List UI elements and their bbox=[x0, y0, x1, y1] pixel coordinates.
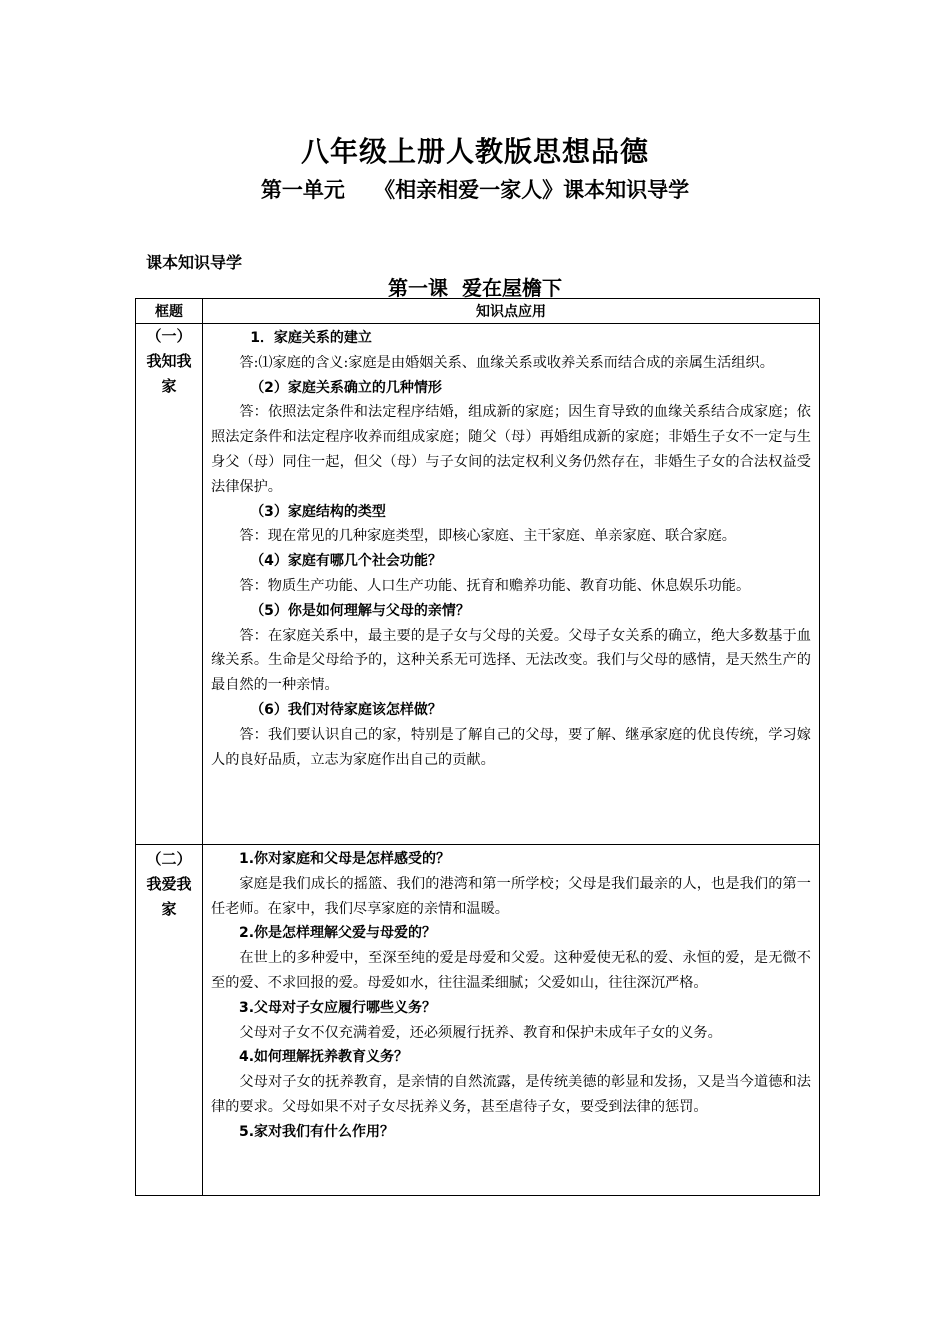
document-title: 八年级上册人教版思想品德 bbox=[300, 135, 649, 168]
section-content bbox=[203, 845, 820, 1196]
question-heading: 5.家对我们有什么作用？ bbox=[239, 1123, 395, 1140]
question-heading: 4.如何理解抚养教育义务？ bbox=[239, 1049, 409, 1066]
table-header-row bbox=[136, 299, 820, 324]
section-number: （一） bbox=[146, 327, 192, 345]
question-heading: 2.你是怎样理解父爱与母爱的？ bbox=[239, 925, 437, 942]
answer-paragraph: 答：在家庭关系中，最主要的是子女与父母的关爱。父母子女关系的确立，绝大多数基于血缘关系。生命是父母给予的，这种关系无可选择、无法改变。我们与父母的感情，是天然生产的最自然的一种亲情。 bbox=[211, 627, 811, 694]
section-name: 我知我家 bbox=[146, 352, 192, 395]
answer-paragraph: 在世上的多种爱中，至深至纯的爱是母爱和父爱。这种爱使无私的爱、永恒的爱，是无微不至的爱、不求回报的爱。母爱如水，往往温柔细腻；父爱如山，往往深沉严格。 bbox=[211, 950, 811, 991]
document-subtitle: 第一单元 《相亲相爱一家人》课本知识导学 bbox=[260, 178, 690, 202]
section-content bbox=[203, 324, 820, 845]
table-row bbox=[136, 845, 820, 1196]
answer-paragraph: 答：我们要认识自己的家，特别是了解自己的父母，要了解、继承家庭的优良传统，学习嫁人的良好品质，立志为家庭作出自己的贡献。 bbox=[211, 726, 811, 768]
column-header-knowledge: 知识点应用 bbox=[203, 299, 820, 324]
column-header-topic: 框题 bbox=[136, 299, 203, 324]
answer-paragraph: 答：现在常见的几种家庭类型，即核心家庭、主干家庭、单亲家庭、联合家庭。 bbox=[239, 528, 736, 545]
question-heading: 3.父母对子女应履行哪些义务？ bbox=[239, 999, 437, 1016]
question-heading: （4）家庭有哪几个社会功能？ bbox=[250, 553, 442, 570]
question-heading: 1．家庭关系的建立 bbox=[250, 330, 372, 346]
answer-paragraph: 答:⑴家庭的含义:家庭是由婚姻关系、血缘关系或收养关系而结合成的亲属生活组织。 bbox=[239, 354, 774, 371]
question-heading: （3）家庭结构的类型 bbox=[250, 503, 386, 520]
knowledge-table bbox=[135, 298, 820, 1196]
answer-paragraph: 父母对子女不仅充满着爱，还必须履行抚养、教育和保护未成年子女的义务。 bbox=[239, 1024, 722, 1041]
question-heading: （5）你是如何理解与父母的亲情？ bbox=[250, 602, 470, 619]
section-label: 课本知识导学 bbox=[146, 253, 243, 272]
question-heading: 1.你对家庭和父母是怎样感受的？ bbox=[239, 851, 451, 867]
section-label-cell bbox=[136, 845, 203, 1196]
question-heading: （2）家庭关系确立的几种情形 bbox=[250, 379, 442, 396]
lesson-title: 第一课 爱在屋檐下 bbox=[388, 276, 562, 300]
question-heading: （6）我们对待家庭该怎样做？ bbox=[250, 701, 442, 718]
answer-paragraph: 答：物质生产功能、人口生产功能、抚育和赡养功能、教育功能、休息娱乐功能。 bbox=[239, 577, 751, 594]
table-row bbox=[136, 324, 820, 845]
section-name: 我爱我家 bbox=[146, 875, 192, 918]
section-number: （二） bbox=[146, 850, 192, 868]
section-label-cell bbox=[136, 324, 203, 845]
answer-paragraph: 家庭是我们成长的摇篮、我们的港湾和第一所学校；父母是我们最亲的人，也是我们的第一任老师。在家中，我们尽享家庭的亲情和温暖。 bbox=[211, 875, 811, 917]
answer-paragraph: 答：依照法定条件和法定程序结婚，组成新的家庭；因生育导致的血缘关系结合成家庭；依照法定条件和法定程序收养而组成家庭；随父（母）再婚组成新的家庭；非婚生子女不一定与生身父（母）同住一起，但父（母）与子女间的法定权利义务仍然存在，非婚生子女的合法权益受法律保护。 bbox=[211, 404, 811, 495]
answer-paragraph: 父母对子女的抚养教育，是亲情的自然流露，是传统美德的彰显和发扬，又是当今道德和法律的要求。父母如果不对子女尽抚养义务，甚至虐待子女，要受到法律的惩罚。 bbox=[211, 1074, 811, 1115]
